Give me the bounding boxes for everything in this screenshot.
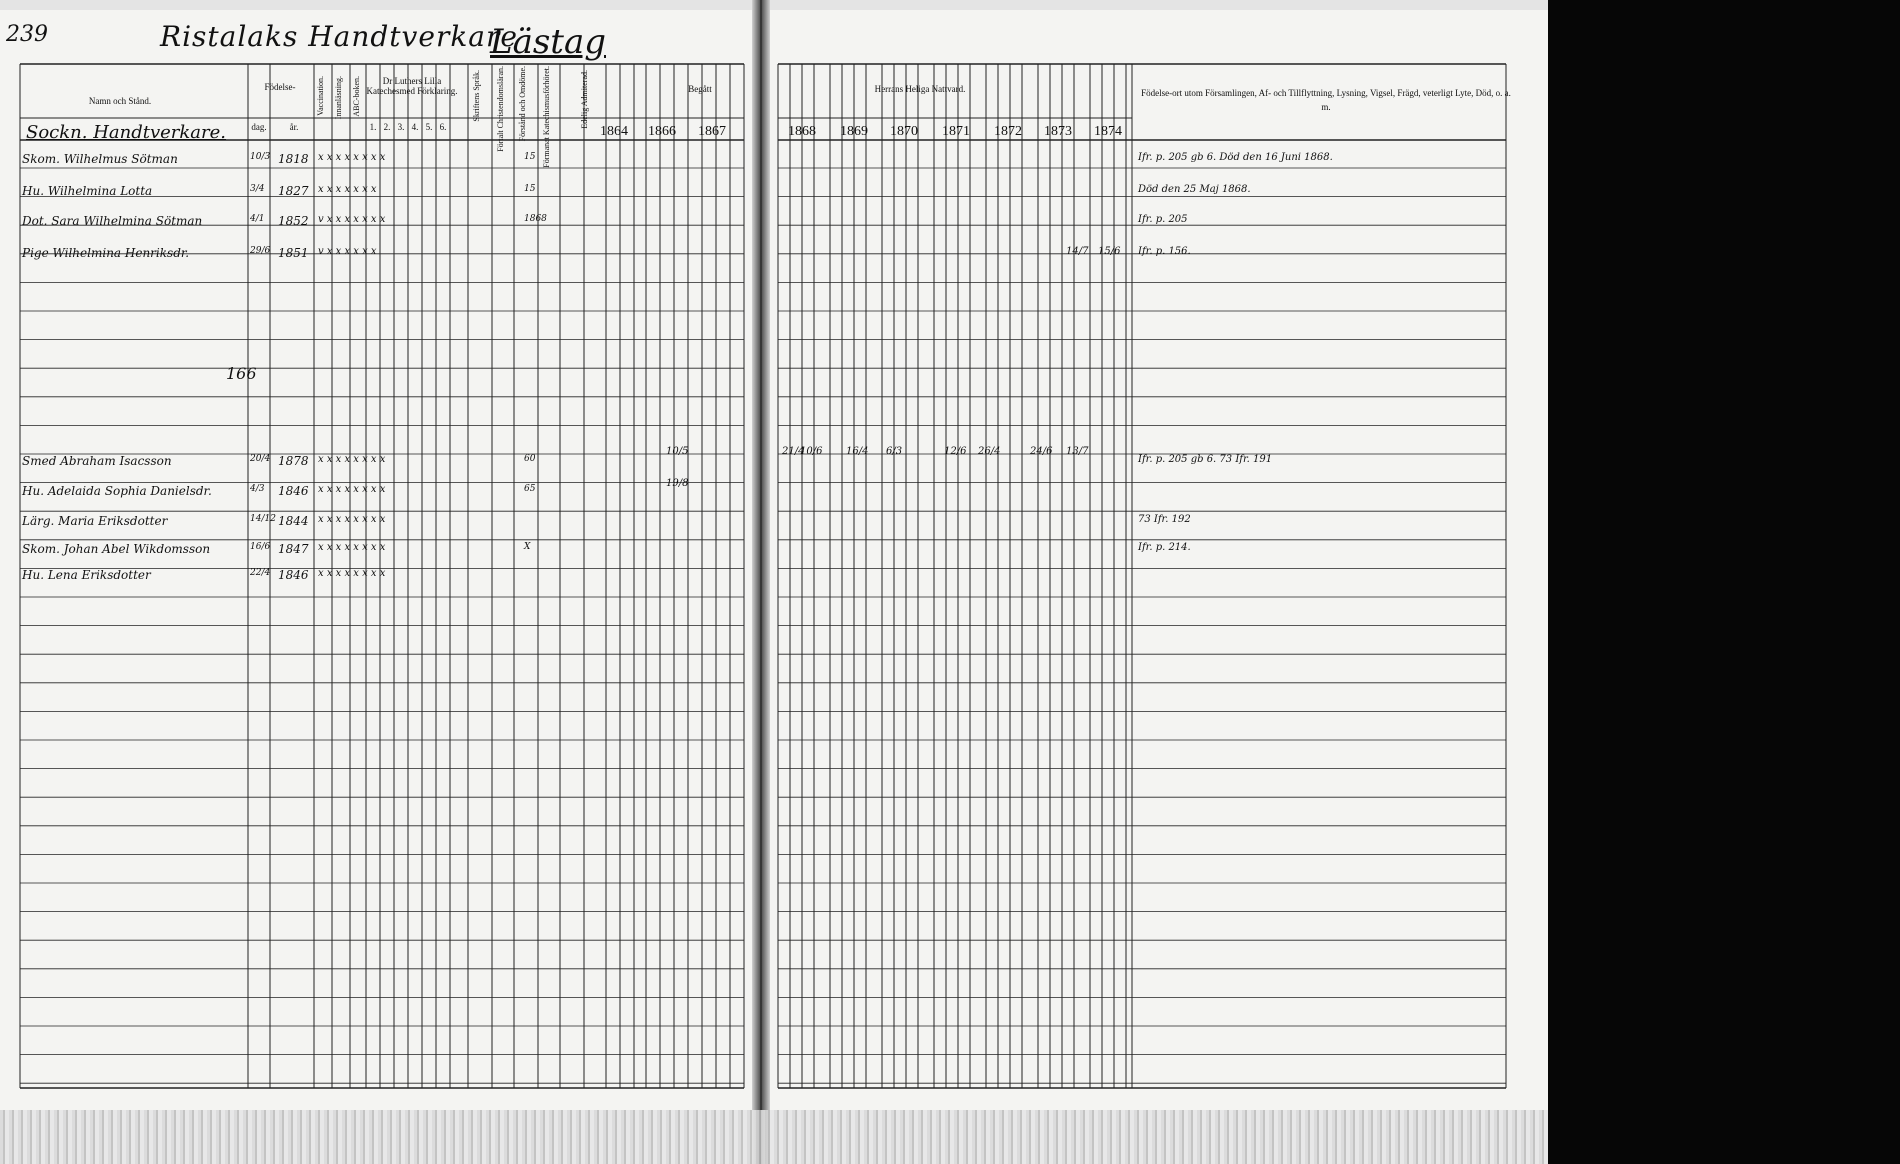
communion-mark: 15/6 [1098,246,1121,257]
year-1866: 1866 [648,124,676,139]
person-exam-mark: 15 [524,152,536,162]
person-note: Ifr. p. 205 gb 6. Död den 16 Juni 1868. [1138,152,1333,163]
year-1867: 1867 [698,124,726,139]
person-birth-year: 1847 [278,542,309,556]
header-birth-day: dag. [251,122,267,132]
person-marks: x x x x x x x x [318,542,386,553]
page-number: 239 [6,22,48,47]
header-birth: Födelse- [264,82,296,92]
communion-mark: 10/6 [800,446,823,457]
header-luther-4: 4. [411,122,419,132]
person-note: Död den 25 Maj 1868. [1138,184,1251,195]
person-marks: x x x x x x x [318,184,377,195]
person-marks: x x x x x x x x [318,152,386,163]
year-1874: 1874 [1094,124,1122,139]
year-1873: 1873 [1044,124,1072,139]
person-birth-day: 20/4 [250,454,271,464]
person-marks: v x x x x x x x [318,214,386,225]
communion-mark: 10/5 [666,446,689,457]
person-name: Pige Wilhelmina Henriksdr. [22,246,190,260]
header-herrans: Herrans Heliga Nattvard. [874,84,966,94]
header-begatt: Begått [688,84,712,94]
person-note: Ifr. p. 156. [1138,246,1191,257]
header-admitted: Edelig Admiterad. [580,70,589,129]
header-inner-reading: Innanläsning. [334,76,343,120]
communion-mark: 12/6 [944,446,967,457]
person-birth-year: 1878 [278,454,309,468]
book-gutter [752,0,770,1164]
header-abc: ABC-boken. [352,76,361,117]
section2-label: 166 [226,364,257,383]
person-birth-year: 1827 [278,184,309,198]
person-birth-day: 29/6 [250,246,271,256]
year-1864: 1864 [600,124,628,139]
person-note: Ifr. p. 214. [1138,542,1191,553]
header-catechism: Förmanat Katechismusförhöret. [542,66,551,168]
person-birth-day: 4/1 [250,214,265,224]
person-birth-day: 22/4 [250,568,271,578]
header-judgement: Förstånd och Omdöme. [518,66,527,142]
communion-mark: 14/7 [1066,246,1089,257]
year-1868: 1868 [788,124,816,139]
header-scripture: Skriftens Språk. [472,70,481,122]
person-exam-mark: 60 [524,454,536,464]
year-1872: 1872 [994,124,1022,139]
person-birth-year: 1818 [278,152,309,166]
header-luther-5: 5. [425,122,433,132]
person-marks: x x x x x x x x [318,568,386,579]
header-name: Namn och Stånd. [88,96,152,106]
header-luther-3: 3. [397,122,405,132]
person-exam-mark: 1868 [524,214,547,224]
person-birth-year: 1851 [278,246,309,260]
header-luther-6: 6. [439,122,447,132]
header-notes: Födelse-ort utom Församlingen, Af- och Tillflyttning, Lysning, Vigsel, Frägd, veterligt Lyte, Död, o. a. m. [1141,88,1511,112]
communion-mark: 19/8 [666,478,689,489]
person-marks: x x x x x x x x [318,484,386,495]
section-label: Sockn. Handtverkare. [26,122,227,143]
person-birth-day: 3/4 [250,184,265,194]
person-marks: x x x x x x x x [318,454,386,465]
communion-mark: 21/4 [782,446,805,457]
page-bottom-edge [0,1110,1548,1164]
person-birth-year: 1852 [278,214,309,228]
header-luther-1: 1. [369,122,377,132]
person-birth-year: 1844 [278,514,309,528]
person-note: 73 Ifr. 192 [1138,514,1191,525]
page-title: Ristalaks Handtverkare [160,20,518,53]
dark-background [1548,0,1900,1164]
person-name: Smed Abraham Isacsson [22,454,172,468]
header-luther: Dr Luthers Lilla Katechesmed Förklaring. [366,76,458,96]
year-1871: 1871 [942,124,970,139]
person-birth-year: 1846 [278,484,309,498]
communion-mark: 26/4 [978,446,1001,457]
header-vaccination: Vaccination. [316,76,325,116]
communion-mark: 13/7 [1066,446,1089,457]
person-marks: x x x x x x x x [318,514,386,525]
person-name: Lärg. Maria Eriksdotter [22,514,168,528]
year-1870: 1870 [890,124,918,139]
person-birth-day: 10/3 [250,152,271,162]
person-birth-day: 16/6 [250,542,271,552]
person-name: Hu. Adelaida Sophia Danielsdr. [22,484,212,498]
person-name: Dot. Sara Wilhelmina Sötman [22,214,203,228]
person-exam-mark: 15 [524,184,536,194]
person-exam-mark: 65 [524,484,536,494]
communion-mark: 6/3 [886,446,903,457]
communion-mark: 16/4 [846,446,869,457]
person-note: Ifr. p. 205 [1138,214,1188,225]
header-christ-teaching: Förtalt Christendomsläran. [496,66,505,152]
person-marks: v x x x x x x [318,246,377,257]
year-1869: 1869 [840,124,868,139]
header-luther-2: 2. [383,122,391,132]
person-exam-mark: X [524,542,531,552]
communion-mark: 24/6 [1030,446,1053,457]
person-name: Hu. Lena Eriksdotter [22,568,151,582]
person-name: Hu. Wilhelmina Lotta [22,184,153,198]
person-name: Skom. Johan Abel Wikdomsson [22,542,211,556]
page-title-place: Lästag [490,22,606,62]
person-birth-day: 14/12 [250,514,276,524]
person-name: Skom. Wilhelmus Sötman [22,152,178,166]
person-note: Ifr. p. 205 gb 6. 73 Ifr. 191 [1138,454,1273,465]
header-birth-year: år. [289,122,299,132]
person-birth-day: 4/3 [250,484,265,494]
person-birth-year: 1846 [278,568,309,582]
